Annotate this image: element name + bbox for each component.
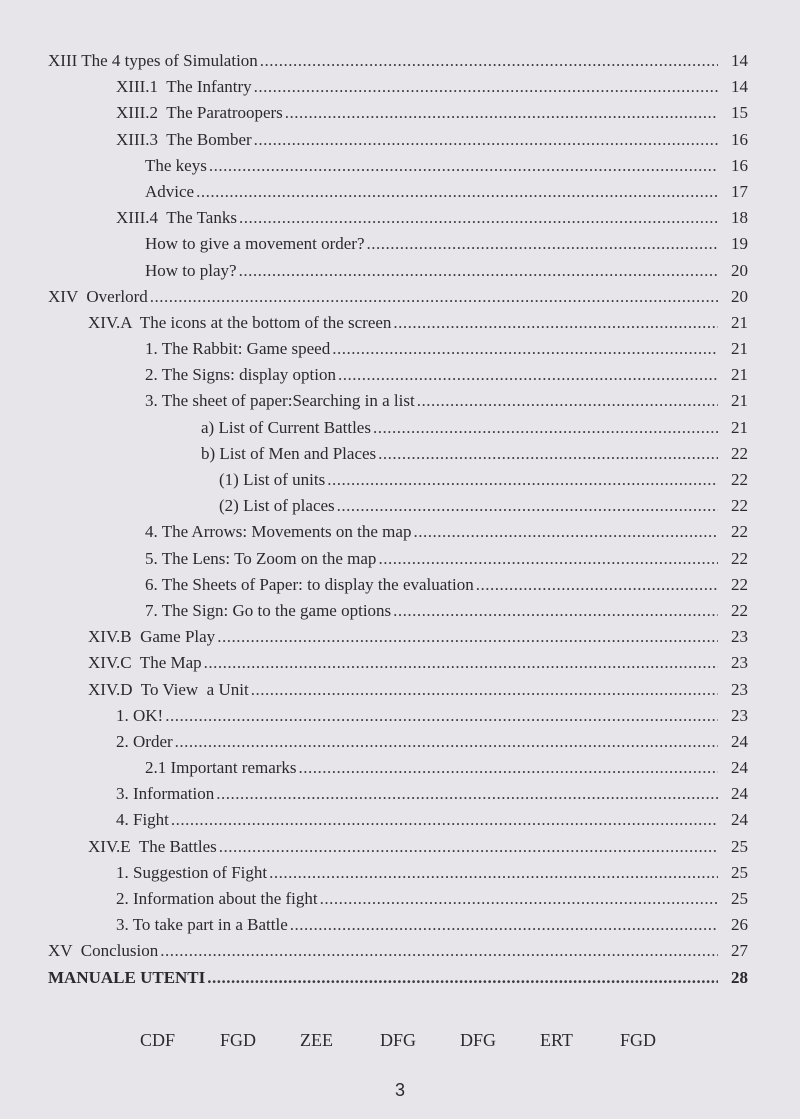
toc-entry — [0, 74, 800, 100]
dot-leader — [160, 938, 718, 964]
toc-entry-title: The keys — [145, 155, 207, 175]
toc-entry-title: 3. To take part in a Battle — [116, 915, 288, 935]
toc-entry-page: 22 — [731, 522, 748, 542]
toc-entry-title: 1. Suggestion of Fight — [116, 862, 268, 882]
toc-entry-page: 22 — [731, 548, 748, 568]
toc-entry — [0, 284, 800, 310]
toc-entry — [0, 153, 800, 179]
toc-entry-page: 14 — [731, 51, 748, 70]
dot-leader — [196, 179, 718, 205]
toc-entry-title: 1. The Rabbit: Game speed — [145, 339, 331, 359]
toc-entry-title: 1. OK! — [116, 705, 164, 725]
toc-entry-title: b) List of Men and Places — [201, 443, 377, 463]
toc-entry-title: 3. Information — [116, 784, 215, 804]
toc-entry-title: 2.1 Important remarks — [145, 758, 297, 778]
toc-entry-page: 21 — [731, 312, 748, 332]
footer-code: FGD — [620, 1030, 657, 1050]
footer-code: ERT — [540, 1030, 573, 1050]
toc-entry — [0, 205, 800, 231]
dot-leader — [337, 493, 718, 519]
toc-entry-page: 23 — [731, 679, 748, 699]
toc-entry-page: 23 — [731, 705, 748, 725]
toc-entry-title: MANUALE UTENTI — [48, 967, 206, 987]
toc-entry-page: 25 — [731, 862, 748, 882]
toc-entry — [0, 860, 800, 886]
dot-leader — [175, 729, 718, 755]
toc-entry-title: a) List of Current Battles — [201, 417, 371, 437]
toc-entry-title: XIII The 4 types of Simulation — [48, 51, 258, 70]
toc-entry — [0, 336, 800, 362]
toc-entry-title: XIII.2 The Paratroopers — [116, 103, 283, 123]
toc-entry-page: 23 — [731, 653, 748, 673]
toc-entry-page: 16 — [731, 155, 748, 175]
toc-entry — [0, 755, 800, 781]
toc-entry-page: 23 — [731, 627, 748, 647]
dot-leader — [207, 965, 718, 991]
toc-entry-title: XIII.3 The Bomber — [116, 129, 252, 149]
dot-leader — [338, 362, 718, 388]
dot-leader — [251, 677, 718, 703]
toc-entry-title: 4. Fight — [116, 810, 169, 830]
toc-entry-title: How to play? — [145, 260, 237, 280]
toc-entry-page: 28 — [731, 967, 748, 987]
toc-entry-page: 27 — [731, 941, 748, 961]
dot-leader — [204, 650, 718, 676]
toc-entry — [0, 493, 800, 519]
toc-entry-page: 21 — [731, 417, 748, 437]
toc-entry-title: Advice — [145, 181, 195, 201]
toc-entry-page: 24 — [731, 758, 748, 778]
toc-entry — [0, 886, 800, 912]
toc-entry — [0, 598, 800, 624]
toc-entry — [0, 441, 800, 467]
dot-leader — [417, 388, 718, 414]
toc-entry-title: XIV Overlord — [48, 286, 148, 306]
toc-entry — [0, 48, 800, 74]
dot-leader — [269, 860, 718, 886]
toc-entry-title: XIV.D To View a Unit — [88, 679, 249, 699]
dot-leader — [393, 598, 718, 624]
table-of-contents — [0, 48, 800, 991]
toc-entry — [0, 965, 800, 991]
dot-leader — [209, 153, 718, 179]
dot-leader — [254, 127, 718, 153]
toc-entry-page: 19 — [731, 234, 748, 254]
dot-leader — [239, 205, 718, 231]
footer-code: DFG — [380, 1030, 417, 1050]
footer-code: DFG — [460, 1030, 497, 1050]
dot-leader — [413, 519, 718, 545]
dot-leader — [476, 572, 718, 598]
footer-code: ZEE — [300, 1030, 333, 1050]
dot-leader — [239, 258, 718, 284]
toc-entry — [0, 677, 800, 703]
toc-entry — [0, 729, 800, 755]
toc-entry — [0, 624, 800, 650]
toc-entry-title: XIV.C The Map — [88, 653, 202, 673]
toc-entry-page: 18 — [731, 208, 748, 228]
toc-entry — [0, 467, 800, 493]
dot-leader — [285, 100, 718, 126]
toc-entry-page: 22 — [731, 574, 748, 594]
dot-leader — [217, 624, 718, 650]
toc-entry-title: XV Conclusion — [48, 941, 159, 961]
toc-entry — [0, 807, 800, 833]
toc-entry-page: 25 — [731, 836, 748, 856]
toc-entry-title: 7. The Sign: Go to the game options — [145, 600, 392, 620]
toc-entry-title: 5. The Lens: To Zoom on the map — [145, 548, 377, 568]
toc-entry-page: 26 — [731, 915, 748, 935]
toc-entry-page: 21 — [731, 365, 748, 385]
toc-entry-page: 24 — [731, 784, 748, 804]
toc-entry-title: XIV.A The icons at the bottom of the screen — [88, 312, 392, 332]
toc-entry — [0, 519, 800, 545]
toc-entry-page: 15 — [731, 103, 748, 123]
toc-entry — [0, 703, 800, 729]
toc-entry-page: 21 — [731, 339, 748, 359]
toc-entry-page: 16 — [731, 129, 748, 149]
toc-entry — [0, 415, 800, 441]
toc-entry — [0, 388, 800, 414]
footer-code: FGD — [220, 1030, 257, 1050]
toc-entry — [0, 310, 800, 336]
dot-leader — [260, 48, 718, 74]
dot-leader — [393, 310, 718, 336]
footer-codes — [140, 1030, 700, 1051]
dot-leader — [320, 886, 718, 912]
toc-entry — [0, 912, 800, 938]
toc-entry-title: 2. The Signs: display option — [145, 365, 336, 385]
toc-entry-page: 25 — [731, 889, 748, 908]
toc-entry-page: 22 — [731, 443, 748, 463]
toc-entry-title: XIV.B Game Play — [88, 627, 216, 647]
toc-entry — [0, 127, 800, 153]
dot-leader — [290, 912, 718, 938]
page-number: 3 — [394, 1080, 405, 1100]
toc-entry-title: (2) List of places — [219, 496, 335, 516]
toc-entry — [0, 100, 800, 126]
toc-entry-title: XIV.E The Battles — [88, 836, 217, 856]
toc-entry — [0, 572, 800, 598]
toc-entry-page: 22 — [731, 600, 748, 620]
toc-entry-title: 2. Order — [116, 731, 173, 751]
dot-leader — [367, 231, 718, 257]
toc-entry — [0, 258, 800, 284]
toc-entry — [0, 231, 800, 257]
toc-entry-page: 14 — [731, 77, 748, 97]
toc-entry-title: 2. Information about the fight — [116, 889, 318, 908]
toc-entry-page: 21 — [731, 391, 748, 411]
dot-leader — [378, 441, 718, 467]
dot-leader — [171, 807, 718, 833]
dot-leader — [373, 415, 718, 441]
toc-entry-page: 20 — [731, 286, 748, 306]
dot-leader — [150, 284, 718, 310]
toc-entry — [0, 781, 800, 807]
toc-entry-title: 6. The Sheets of Paper: to display the evaluation — [145, 574, 474, 594]
dot-leader — [165, 703, 718, 729]
toc-entry-title: How to give a movement order? — [145, 234, 365, 254]
dot-leader — [299, 755, 718, 781]
toc-entry — [0, 650, 800, 676]
toc-entry-page: 24 — [731, 731, 748, 751]
toc-entry-title: 4. The Arrows: Movements on the map — [145, 522, 412, 542]
footer-code: CDF — [140, 1030, 176, 1050]
dot-leader — [219, 834, 718, 860]
toc-entry — [0, 938, 800, 964]
dot-leader — [327, 467, 718, 493]
toc-entry-page: 17 — [731, 181, 748, 201]
toc-entry-page: 22 — [731, 496, 748, 516]
dot-leader — [332, 336, 718, 362]
toc-entry-page: 24 — [731, 810, 748, 830]
toc-entry-title: XIII.1 The Infantry — [116, 77, 252, 97]
toc-entry-page: 20 — [731, 260, 748, 280]
toc-entry — [0, 546, 800, 572]
dot-leader — [216, 781, 718, 807]
toc-entry — [0, 834, 800, 860]
toc-entry-title: XIII.4 The Tanks — [116, 208, 237, 228]
dot-leader — [254, 74, 718, 100]
toc-entry-page: 22 — [731, 470, 748, 489]
toc-entry — [0, 179, 800, 205]
toc-entry-title: (1) List of units — [219, 470, 326, 489]
toc-entry-title: 3. The sheet of paper:Searching in a list — [145, 391, 415, 411]
dot-leader — [378, 546, 718, 572]
toc-entry — [0, 362, 800, 388]
